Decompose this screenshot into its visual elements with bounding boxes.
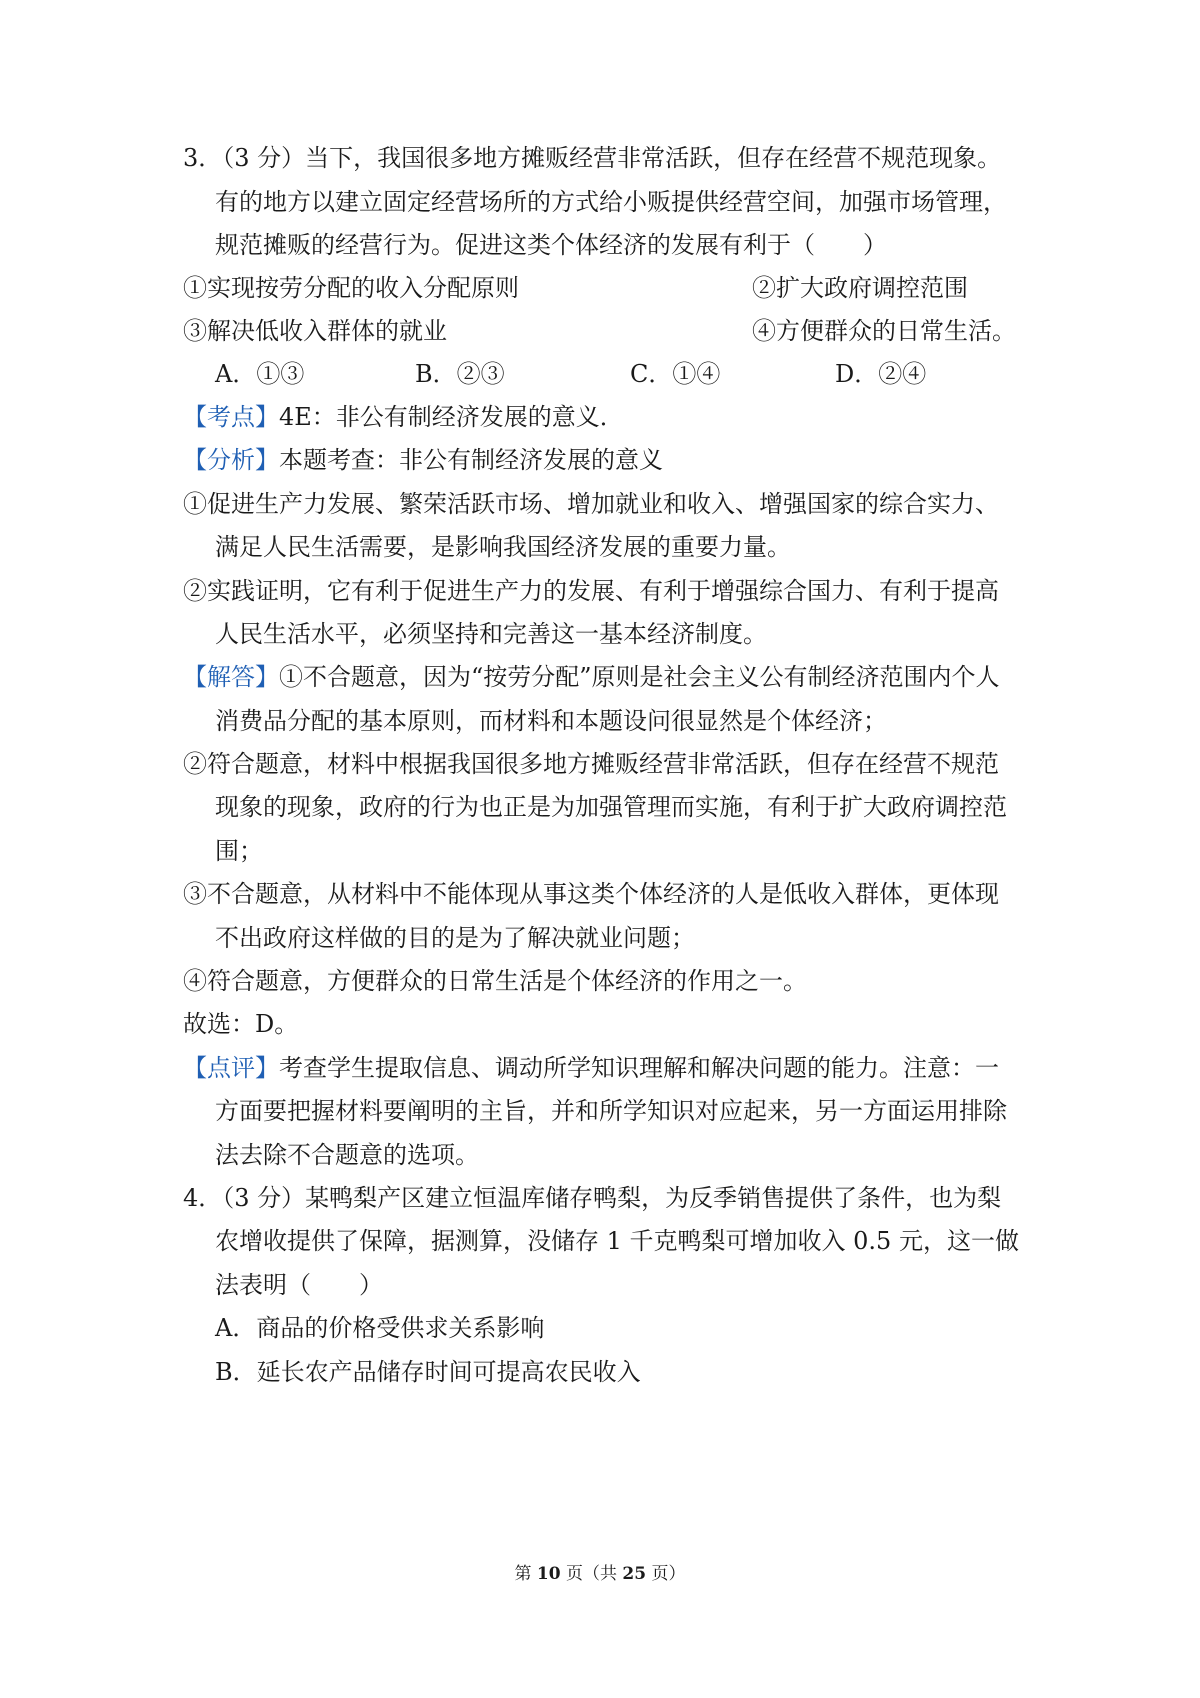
kaodian-tag: 【考点】 xyxy=(183,403,279,431)
dianping-tag: 【点评】 xyxy=(183,1054,279,1082)
q4-stem-line-2: 农增收提供了保障，据测算，没储存 1 千克鸭梨可增加收入 0.5 元，这一做 xyxy=(215,1227,1019,1255)
q3-jieda xyxy=(183,662,1000,692)
q3-stem-line-1: 3．（3 分）当下，我国很多地方摊贩经营非常活跃，但存在经营不规范现象。 xyxy=(183,144,1002,172)
page-footer xyxy=(0,1562,1200,1586)
fenxi-tag: 【分析】 xyxy=(183,446,279,474)
q3-item-2: ②扩大政府调控范围 xyxy=(752,274,968,302)
q3-option-b: B．②③ xyxy=(415,360,505,388)
q3-option-c: C．①④ xyxy=(630,360,721,388)
q4-stem-line-3: 法表明（ ） xyxy=(215,1271,383,1299)
q3-item-1: ①实现按劳分配的收入分配原则 xyxy=(183,274,519,302)
q3-fenxi xyxy=(183,445,663,475)
jieda-line-2: ②符合题意，材料中根据我国很多地方摊贩经营非常活跃，但存在经营不规范 xyxy=(183,750,999,778)
q3-item-3: ③解决低收入群体的就业 xyxy=(183,317,447,345)
fenxi-line-2: 满足人民生活需要，是影响我国经济发展的重要力量。 xyxy=(215,533,791,561)
jieda-line-6: 不出政府这样做的目的是为了解决就业问题； xyxy=(215,924,695,952)
jieda-line-5: ③不合题意，从材料中不能体现从事这类个体经济的人是低收入群体，更体现 xyxy=(183,880,999,908)
kaodian-text: 4E：非公有制经济发展的意义． xyxy=(279,403,624,431)
footer-post: 页） xyxy=(651,1564,686,1584)
footer-mid: 页（共 xyxy=(566,1564,617,1584)
footer-total-pages: 25 xyxy=(622,1564,647,1584)
q3-stem-line-2: 有的地方以建立固定经营场所的方式给小贩提供经营空间，加强市场管理， xyxy=(215,188,1007,216)
q3-dianping xyxy=(183,1053,999,1083)
q4-option-a: A．商品的价格受供求关系影响 xyxy=(215,1314,545,1342)
q3-stem-line-3: 规范摊贩的经营行为。促进这类个体经济的发展有利于（ ） xyxy=(215,231,887,259)
q4-option-b: B．延长农产品储存时间可提高农民收入 xyxy=(215,1358,641,1386)
fenxi-line-1: ①促进生产力发展、繁荣活跃市场、增加就业和收入、增强国家的综合实力、 xyxy=(183,490,999,518)
dianping-first-line: 考查学生提取信息、调动所学知识理解和解决问题的能力。注意：一 xyxy=(279,1054,999,1082)
q3-option-d: D．②④ xyxy=(835,360,927,388)
dianping-line-1: 方面要把握材料要阐明的主旨，并和所学知识对应起来，另一方面运用排除 xyxy=(215,1097,1007,1125)
fenxi-line-3: ②实践证明，它有利于促进生产力的发展、有利于增强综合国力、有利于提高 xyxy=(183,577,999,605)
dianping-line-2: 法去除不合题意的选项。 xyxy=(215,1141,479,1169)
q4-stem-line-1: 4．（3 分）某鸭梨产区建立恒温库储存鸭梨，为反季销售提供了条件，也为梨 xyxy=(183,1184,1002,1212)
fenxi-line-4: 人民生活水平，必须坚持和完善这一基本经济制度。 xyxy=(215,620,767,648)
footer-pre: 第 xyxy=(514,1564,532,1584)
jieda-line-4: 围； xyxy=(215,837,263,865)
jieda-answer: 故选：D。 xyxy=(183,1010,299,1038)
jieda-first-line: ①不合题意，因为“按劳分配”原则是社会主义公有制经济范围内个人 xyxy=(279,663,1000,691)
jieda-tag: 【解答】 xyxy=(183,663,279,691)
fenxi-text: 本题考查：非公有制经济发展的意义 xyxy=(279,446,663,474)
jieda-line-3: 现象的现象，政府的行为也正是为加强管理而实施，有利于扩大政府调控范 xyxy=(215,793,1007,821)
footer-page-number: 10 xyxy=(536,1564,561,1584)
jieda-line-1: 消费品分配的基本原则，而材料和本题设问很显然是个体经济； xyxy=(215,707,887,735)
jieda-line-7: ④符合题意，方便群众的日常生活是个体经济的作用之一。 xyxy=(183,967,807,995)
q3-kaodian xyxy=(183,402,624,432)
q3-option-a: A．①③ xyxy=(215,360,305,388)
q3-item-4: ④方便群众的日常生活。 xyxy=(752,317,1016,345)
